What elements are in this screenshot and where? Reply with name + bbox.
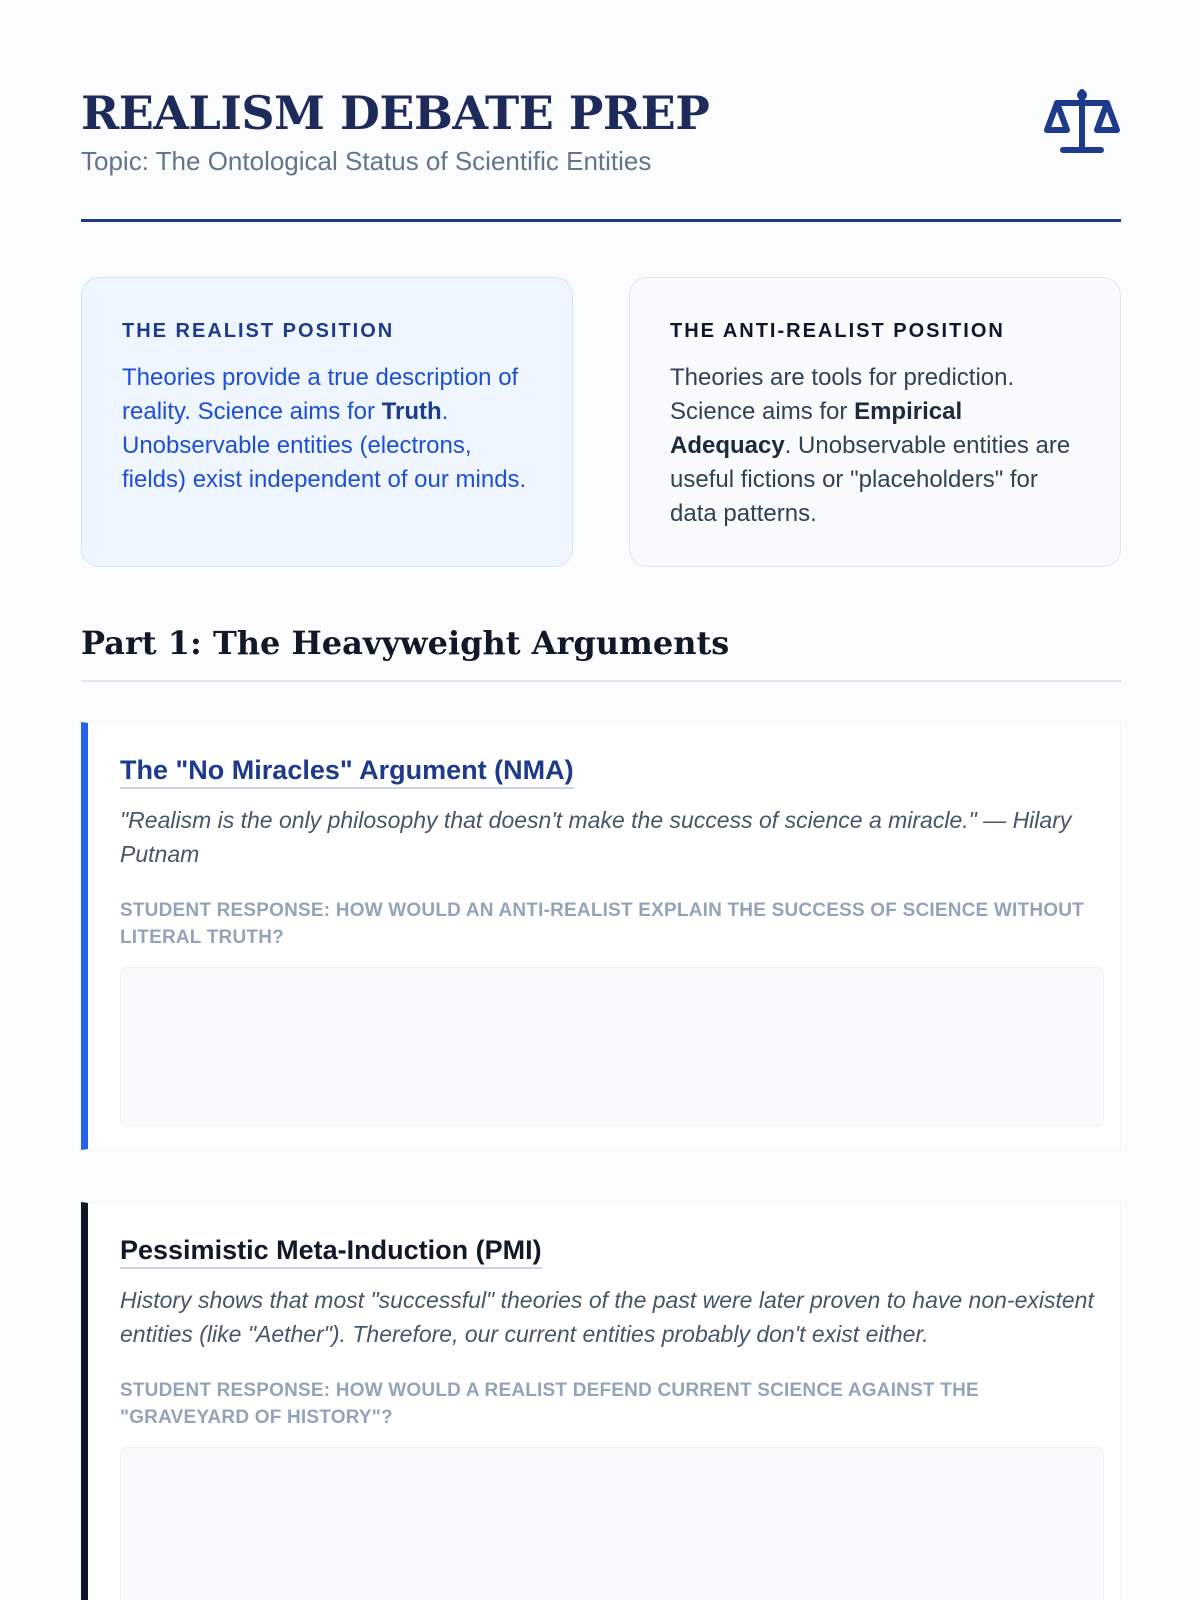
student-response-box[interactable] [120,1447,1104,1600]
argument-card-pmi [81,1202,1121,1600]
argument-title: Pessimistic Meta-Induction (PMI) [120,1233,542,1269]
scale-balance-icon [1043,86,1121,158]
anti-realist-position-card [629,277,1121,567]
argument-title: The "No Miracles" Argument (NMA) [120,753,574,789]
page-header [81,0,1121,222]
page-subtitle: Topic: The Ontological Status of Scientific Entities [81,146,652,176]
student-response-prompt: STUDENT RESPONSE: HOW WOULD A REALIST DEFEND CURRENT SCIENCE AGAINST THE "GRAVEYARD OF HISTORY"? [120,1380,979,1428]
student-response-prompt: STUDENT RESPONSE: HOW WOULD AN ANTI-REALIST EXPLAIN THE SUCCESS OF SCIENCE WITHOUT LITERAL TRUTH? [120,900,1084,948]
argument-card-nma [81,722,1121,1150]
argument-quote: History shows that most "successful" theories of the past were later proven to have non-existent entities (like "Aether"). Therefore, our current entities probably don't exist either. [120,1287,1094,1347]
realist-position-text: Theories provide a true description of reality. Science aims for Truth. Unobservable entities (electrons, fields) exist independent of our minds. [122,364,527,493]
student-response-box[interactable] [120,967,1104,1127]
positions-grid [81,277,1121,567]
anti-realist-emphasis: Empirical Adequacy [670,398,963,459]
realist-position-label: THE REALIST POSITION [122,320,395,342]
anti-realist-position-text: Theories are tools for prediction. Science aims for Empirical Adequacy. Unobservable entities are useful fictions or "placeholders" for data patterns. [670,364,1071,527]
debate-prep-page [81,0,1121,1428]
page-title: REALISM DEBATE PREP [81,86,710,140]
anti-realist-position-label: THE ANTI-REALIST POSITION [670,320,1005,342]
argument-quote: "Realism is the only philosophy that doesn't make the success of science a miracle." — Hilary Putnam [120,807,1072,867]
realist-emphasis: Truth [381,398,442,425]
section-title: Part 1: The Heavyweight Arguments [81,624,1121,682]
realist-position-card [81,277,573,567]
